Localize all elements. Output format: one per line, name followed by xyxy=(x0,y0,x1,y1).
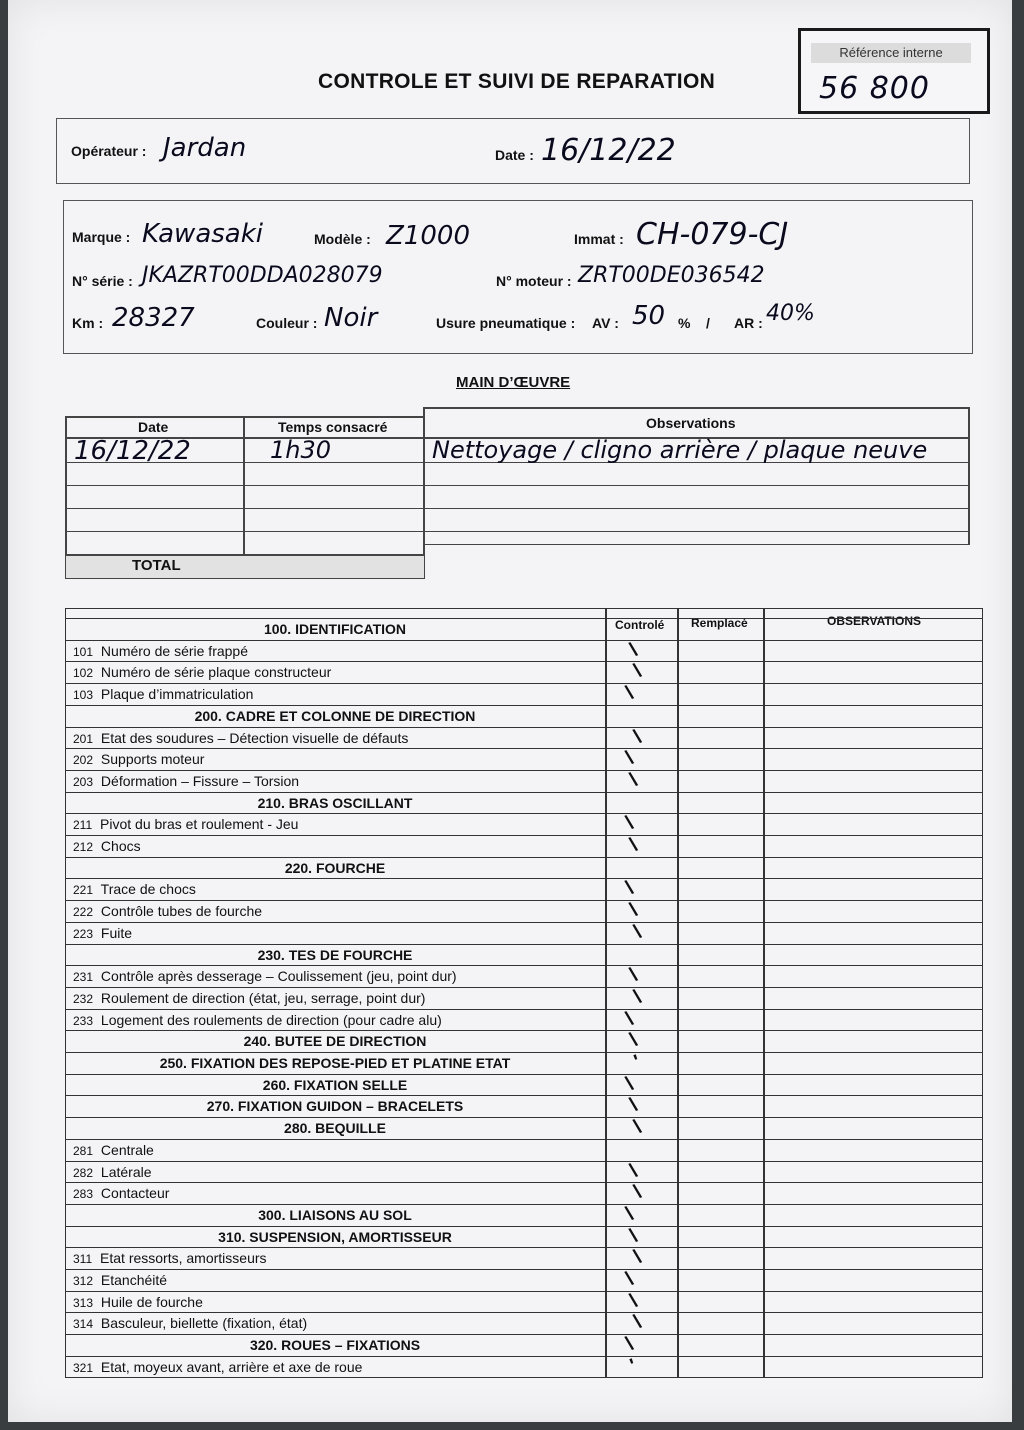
labour-col-date: Date xyxy=(138,419,169,435)
item-number: 313 xyxy=(73,1295,94,1310)
tyre-av-value: 50 xyxy=(632,301,666,331)
checkmark: \ xyxy=(623,1267,636,1291)
plate-value: CH-079-CJ xyxy=(636,217,789,252)
checklist-item-label: 223 Fuite xyxy=(73,924,133,941)
labour-row-time: 1h30 xyxy=(270,436,332,464)
item-number: 101 xyxy=(73,644,94,659)
checkmark: \ xyxy=(627,768,640,792)
checkmark: \ xyxy=(631,920,644,944)
item-number: 283 xyxy=(73,1187,94,1202)
section-header: 260. FIXATION SELLE xyxy=(262,1076,408,1093)
document-sheet xyxy=(8,0,1012,1422)
checkmark: \ xyxy=(627,963,640,987)
item-number: 103 xyxy=(73,688,94,703)
checklist-item-label: 281 Centrale xyxy=(73,1141,154,1158)
checkmark: ' xyxy=(631,1050,644,1074)
labour-col-observations: Observations xyxy=(646,415,736,431)
section-header: 200. CADRE ET COLONNE DE DIRECTION xyxy=(194,707,476,724)
labour-total-label: TOTAL xyxy=(132,557,181,574)
reference-value: 56 800 xyxy=(819,71,930,106)
item-number: 281 xyxy=(73,1143,94,1158)
checklist-item-label: 202 Supports moteur xyxy=(73,751,205,768)
tyre-av-percent: % xyxy=(678,315,691,331)
section-header: 240. BUTEE DE DIRECTION xyxy=(243,1033,427,1050)
checklist-item-label: 233 Logement des roulements de direction (pour cadre alu) xyxy=(73,1011,442,1028)
checklist-item-label: 211 Pivot du bras et roulement - Jeu xyxy=(73,816,299,833)
checklist-table xyxy=(65,608,983,1377)
checkmark: \ xyxy=(631,725,644,748)
serial-label: N° série : xyxy=(72,273,133,289)
labour-row-observation: Nettoyage / cligno arrière / plaque neuve xyxy=(432,436,928,464)
checkmark: \ xyxy=(627,1159,640,1182)
date-value: 16/12/22 xyxy=(541,133,676,168)
item-number: 312 xyxy=(73,1274,94,1288)
operator-date-box xyxy=(56,118,970,184)
col-controle: Controlé xyxy=(615,618,665,632)
checkmark: \ xyxy=(631,660,644,683)
checklist-row xyxy=(65,1161,983,1184)
checklist-item-label: 103 Plaque d’immatriculation xyxy=(73,686,254,703)
checklist-item-label: 313 Huile de fourche xyxy=(73,1293,203,1310)
page-title: CONTROLE ET SUIVI DE REPARATION xyxy=(318,70,716,93)
checklist-item-label: 212 Chocs xyxy=(73,838,141,854)
vehicle-box xyxy=(63,200,973,354)
engine-value: ZRT00DE036542 xyxy=(578,263,765,288)
checkmark: \ xyxy=(627,833,640,857)
checkmark: \ xyxy=(631,1180,644,1204)
item-number: 233 xyxy=(73,1013,94,1028)
checkmark: \ xyxy=(631,1311,644,1334)
reference-label: Référence interne xyxy=(811,43,971,63)
tyre-label: Usure pneumatique : xyxy=(436,315,576,331)
checklist-item-label: 231 Contrôle après desserage – Coulissement (jeu, point dur) xyxy=(73,968,457,985)
checkmark: \ xyxy=(627,898,640,922)
serial-value: JKAZRT00DDA028079 xyxy=(142,263,383,288)
checkmark: \ xyxy=(631,985,644,1009)
section-header: 320. ROUES – FIXATIONS xyxy=(249,1337,421,1354)
labour-total-cell xyxy=(65,555,425,579)
checkmark: \ xyxy=(623,877,636,900)
item-number: 232 xyxy=(73,991,94,1006)
checklist-item-label: 321 Etat, moyeux avant, arrière et axe de roue xyxy=(73,1358,363,1375)
checkmark: \ xyxy=(627,638,640,662)
plate-label: Immat : xyxy=(574,231,624,247)
item-number: 321 xyxy=(73,1360,94,1375)
checklist-item-label: 203 Déformation – Fissure – Torsion xyxy=(73,772,300,789)
checkmark: \ xyxy=(623,746,636,770)
checklist-item-label: 221 Trace de chocs xyxy=(73,881,196,898)
checklist-item-label: 311 Etat ressorts, amortisseurs xyxy=(73,1250,267,1267)
checklist-item-label: 101 Numéro de série frappé xyxy=(73,642,248,659)
section-header: 270. FIXATION GUIDON – BRACELETS xyxy=(206,1098,464,1115)
model-label: Modèle : xyxy=(314,231,371,247)
checkmark: \ xyxy=(623,1332,636,1356)
checklist-row xyxy=(65,922,983,945)
date-label: Date : xyxy=(495,147,534,163)
brand-value: Kawasaki xyxy=(142,219,264,249)
item-number: 221 xyxy=(73,883,94,898)
item-number: 212 xyxy=(73,840,94,854)
checklist-row xyxy=(65,835,983,858)
checklist-item-label: 282 Latérale xyxy=(73,1163,152,1180)
model-value: Z1000 xyxy=(386,221,470,251)
reference-box xyxy=(798,28,990,114)
checklist-item-label: 232 Roulement de direction (état, jeu, serrage, point dur) xyxy=(73,989,426,1006)
item-number: 201 xyxy=(73,731,94,746)
checklist-row xyxy=(65,1182,983,1205)
checkmark: \ xyxy=(623,1072,636,1096)
section-header: 230. TES DE FOURCHE xyxy=(257,946,413,963)
checkmark: \ xyxy=(627,1094,640,1117)
section-header: 250. FIXATION DES REPOSE-PIED ET PLATINE ETAT xyxy=(159,1055,511,1071)
checklist-item-label: 201 Etat des soudures – Détection visuelle de défauts xyxy=(73,729,409,746)
checklist-item-label: 222 Contrôle tubes de fourche xyxy=(73,903,263,920)
item-number: 223 xyxy=(73,926,94,941)
section-header: 210. BRAS OSCILLANT xyxy=(257,794,413,811)
checkmark: \ xyxy=(627,1289,640,1313)
labour-col-time: Temps consacré xyxy=(278,419,388,435)
operator-label: Opérateur : xyxy=(71,143,147,159)
checklist-item-label: 102 Numéro de série plaque constructeur xyxy=(73,664,332,681)
section-header: 280. BEQUILLE xyxy=(284,1120,386,1137)
item-number: 222 xyxy=(73,905,94,920)
item-number: 231 xyxy=(73,970,94,985)
km-value: 28327 xyxy=(112,303,195,333)
item-number: 203 xyxy=(73,774,94,789)
color-value: Noir xyxy=(324,303,378,333)
section-header: 220. FOURCHE xyxy=(284,859,386,876)
tyre-ar-value: 40% xyxy=(766,301,815,326)
checkmark: \ xyxy=(631,1246,644,1269)
section-header: 300. LIAISONS AU SOL xyxy=(258,1206,412,1223)
checkmark: \ xyxy=(623,1202,636,1226)
checkmark: ' xyxy=(627,1354,640,1377)
checkmark: \ xyxy=(623,1007,636,1030)
item-number: 282 xyxy=(73,1165,94,1180)
section-header: 310. SUSPENSION, AMORTISSEUR xyxy=(218,1228,452,1245)
item-number: 102 xyxy=(73,666,94,681)
brand-label: Marque : xyxy=(72,229,131,245)
item-number: 311 xyxy=(73,1252,93,1267)
checkmark: \ xyxy=(627,1029,640,1052)
operator-value: Jardan xyxy=(163,133,247,163)
checklist-item-label: 283 Contacteur xyxy=(73,1185,170,1202)
tyre-av-label: AV : xyxy=(592,315,619,331)
col-observations: OBSERVATIONS xyxy=(827,614,922,628)
engine-label: N° moteur : xyxy=(496,273,572,289)
col-remplace: Remplacé xyxy=(691,616,748,630)
checklist-item-label: 312 Etanchéité xyxy=(73,1272,168,1288)
tyre-separator: / xyxy=(706,315,710,331)
checkmark: \ xyxy=(627,1224,640,1247)
checkmark: \ xyxy=(631,1115,644,1139)
checklist-row xyxy=(65,1269,983,1292)
item-number: 314 xyxy=(73,1317,94,1332)
checkmark: \ xyxy=(623,681,636,705)
labour-row-date: 16/12/22 xyxy=(74,436,191,466)
checklist-item-label: 314 Basculeur, biellette (fixation, état) xyxy=(73,1315,308,1332)
km-label: Km : xyxy=(72,315,104,331)
section-header: 100. IDENTIFICATION xyxy=(263,621,407,637)
checklist-row xyxy=(65,878,983,901)
labour-title: MAIN D’ŒUVRE xyxy=(456,374,571,391)
checklist-row xyxy=(65,1139,983,1162)
color-label: Couleur : xyxy=(256,315,318,331)
tyre-ar-label: AR : xyxy=(734,315,763,331)
item-number: 202 xyxy=(73,753,94,768)
item-number: 211 xyxy=(73,818,93,833)
checkmark: \ xyxy=(623,812,636,835)
